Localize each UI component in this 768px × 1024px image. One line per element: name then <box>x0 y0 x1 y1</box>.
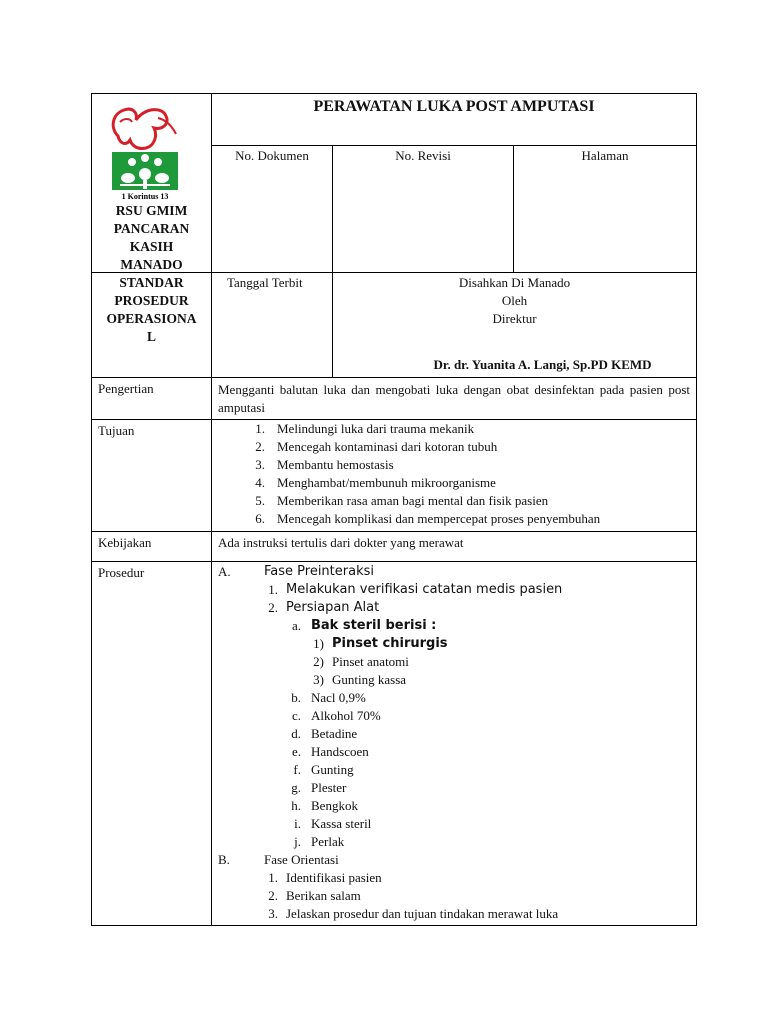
page-label: Halaman <box>581 148 629 163</box>
list-number: 4. <box>255 475 265 490</box>
prosedur-label: Prosedur <box>98 565 145 580</box>
hospital-name <box>92 202 211 274</box>
pengertian-text: Mengganti balutan luka dan mengobati luka dengan obat desinfektan pada pasien post amputasi <box>218 382 691 415</box>
title-cell <box>212 94 697 146</box>
list-text: Gunting <box>311 762 354 777</box>
list-text: Nacl 0,9% <box>311 690 366 705</box>
list-text: Handscoen <box>311 744 369 759</box>
list-item <box>218 653 690 671</box>
director-name: Dr. dr. Yuanita A. Langi, Sp.PD KEMD <box>433 357 652 372</box>
list-text: Melakukan verifikasi catatan medis pasien <box>286 582 563 597</box>
list-number: 3) <box>313 672 324 687</box>
list-number: g. <box>291 780 301 795</box>
list-item <box>218 887 690 905</box>
list-number: 3. <box>268 906 278 921</box>
list-text: Pinset chirurgis <box>332 636 448 651</box>
issue-date-label: Tanggal Terbit <box>227 275 303 290</box>
hospital-logo <box>106 100 178 202</box>
list-item <box>218 689 690 707</box>
prosedur-label-cell <box>92 562 212 926</box>
list-text: Melindungi luka dari trauma mekanik <box>277 421 475 436</box>
sop-label-cell <box>92 273 212 378</box>
doc-number-label: No. Dokumen <box>235 148 309 163</box>
list-number: b. <box>291 690 301 705</box>
list-number: 2) <box>313 654 324 669</box>
kebijakan-label: Kebijakan <box>98 535 152 550</box>
list-item <box>218 869 690 887</box>
list-text: Menghambat/membunuh mikroorganisme <box>277 475 496 490</box>
list-number: 1) <box>313 636 324 651</box>
list-item <box>218 725 690 743</box>
tujuan-list <box>218 420 690 528</box>
list-item <box>218 635 690 653</box>
list-number: f. <box>293 762 301 777</box>
hospital-name-line: RSU GMIM <box>115 203 188 218</box>
list-item <box>218 779 690 797</box>
tujuan-label: Tujuan <box>98 423 135 438</box>
list-text: Mencegah komplikasi dan mempercepat proses penyembuhan <box>277 511 601 526</box>
list-number: 1. <box>268 582 278 597</box>
list-number: h. <box>291 798 301 813</box>
list-item <box>218 617 690 635</box>
list-item <box>218 474 690 492</box>
approval-cell <box>333 273 697 378</box>
list-item <box>218 797 690 815</box>
list-item <box>218 510 690 528</box>
section-mark: A. <box>218 564 231 579</box>
list-number: e. <box>291 744 301 759</box>
doc-number-cell <box>212 146 333 273</box>
list-item <box>218 815 690 833</box>
list-number: d. <box>291 726 301 741</box>
list-number: 1. <box>268 870 278 885</box>
list-item <box>218 456 690 474</box>
approval-line: Direktur <box>492 311 537 326</box>
tujuan-label-cell <box>92 420 212 532</box>
list-number: 2. <box>255 439 265 454</box>
list-text: Identifikasi pasien <box>286 870 382 885</box>
tujuan-content <box>212 420 697 532</box>
pengertian-label: Pengertian <box>98 381 154 396</box>
list-text: Perlak <box>311 834 345 849</box>
kebijakan-content <box>212 532 697 562</box>
section-b <box>218 851 690 869</box>
list-number: 3. <box>255 457 265 472</box>
section-title: Fase Preinteraksi <box>264 564 374 579</box>
list-item <box>218 671 690 689</box>
list-number: 5. <box>255 493 265 508</box>
list-text: Plester <box>311 780 347 795</box>
list-text: Gunting kassa <box>332 672 407 687</box>
list-item <box>218 438 690 456</box>
list-text: Mencegah kontaminasi dari kotoran tubuh <box>277 439 498 454</box>
logo-cell <box>92 94 212 273</box>
list-number: 1. <box>255 421 265 436</box>
section-mark: B. <box>218 852 230 867</box>
kebijakan-text: Ada instruksi tertulis dari dokter yang merawat <box>218 535 464 550</box>
sop-label-line: STANDAR <box>119 275 184 290</box>
approval-line: Oleh <box>501 293 528 308</box>
list-text: Pinset anatomi <box>332 654 409 669</box>
sop-label-line: PROSEDUR <box>114 293 189 308</box>
hospital-name-line: MANADO <box>120 257 183 272</box>
prosedur-content <box>212 562 697 926</box>
revision-cell <box>333 146 514 273</box>
list-text: Memberikan rasa aman bagi mental dan fisik pasien <box>277 493 549 508</box>
issue-date-cell <box>212 273 333 378</box>
section-title: Fase Orientasi <box>264 852 339 867</box>
list-text: Membantu hemostasis <box>277 457 394 472</box>
approval-line: Disahkan Di Manado <box>458 275 571 290</box>
list-item <box>218 420 690 438</box>
sop-label-line: L <box>146 329 156 344</box>
logo-caption: 1 Korintus 13 <box>121 192 169 201</box>
pengertian-content <box>212 378 697 420</box>
list-item <box>218 833 690 851</box>
list-text: Jelaskan prosedur dan tujuan tindakan merawat luka <box>286 906 559 921</box>
list-number: a. <box>291 618 301 633</box>
list-item <box>218 707 690 725</box>
list-text: Bengkok <box>311 798 358 813</box>
list-text: Kassa steril <box>311 816 372 831</box>
list-item <box>218 492 690 510</box>
sop-table <box>91 93 697 926</box>
kebijakan-label-cell <box>92 532 212 562</box>
list-number: j. <box>294 834 301 849</box>
list-item <box>218 581 690 599</box>
list-text: Alkohol 70% <box>311 708 381 723</box>
hospital-name-line: PANCARAN <box>113 221 190 236</box>
list-number: 2. <box>268 888 278 903</box>
list-number: 6. <box>255 511 265 526</box>
sop-label-line: OPERASIONA <box>106 311 197 326</box>
list-number: c. <box>291 708 301 723</box>
list-number: 2. <box>268 600 278 615</box>
revision-label: No. Revisi <box>395 148 451 163</box>
list-text: Betadine <box>311 726 358 741</box>
list-text: Berikan salam <box>286 888 361 903</box>
list-text: Persiapan Alat <box>286 600 380 615</box>
document-title: PERAWATAN LUKA POST AMPUTASI <box>313 98 595 115</box>
list-item <box>218 905 690 923</box>
list-text: Bak steril berisi : <box>311 618 437 633</box>
pengertian-label-cell <box>92 378 212 420</box>
list-item <box>218 599 690 617</box>
page-cell <box>514 146 697 273</box>
list-item <box>218 743 690 761</box>
list-number: i. <box>294 816 301 831</box>
section-a <box>218 563 690 581</box>
hospital-name-line: KASIH <box>129 239 174 254</box>
list-item <box>218 761 690 779</box>
